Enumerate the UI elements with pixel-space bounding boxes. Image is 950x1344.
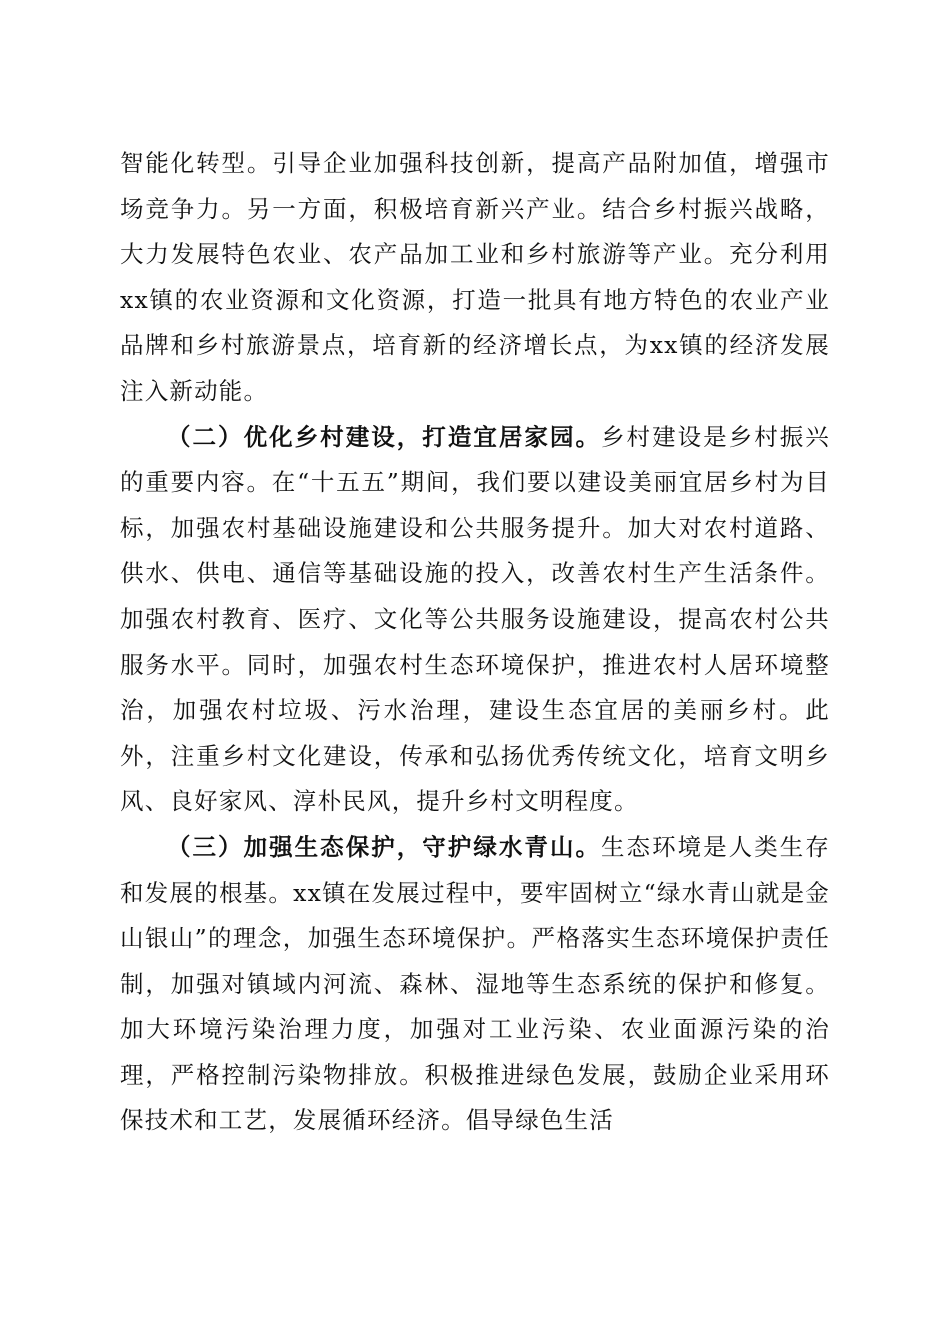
section-two-body: 乡村建设是乡村振兴的重要内容。在“十五五”期间，我们要以建设美丽宜居乡村为目标，加强农村基础设施建设和公共服务提升。加大对农村道路、供水、供电、通信等基础设施的投入，改善农村生产生活条件。加强农村教育、医疗、文化等公共服务设施建设，提高农村公共服务水平。同时，加强农村生态环境保护，推进农村人居环境整治，加强农村垃圾、污水治理，建设生态宜居的美丽乡村。此外，注重乡村文化建设，传承和弘扬优秀传统文化，培育文明乡风、良好家风、淳朴民风，提升乡村文明程度。 bbox=[120, 422, 830, 816]
document-body bbox=[120, 141, 830, 1144]
section-two-paragraph bbox=[120, 415, 830, 825]
section-three-heading: （三）加强生态保护，守护绿水青山。 bbox=[167, 832, 602, 861]
section-two-heading: （二）优化乡村建设，打造宜居家园。 bbox=[167, 422, 602, 451]
section-three-body: 生态环境是人类生存和发展的根基。xx镇在发展过程中，要牢固树立“绿水青山就是金山银山”的理念，加强生态环境保护。严格落实生态环境保护责任制，加强对镇域内河流、森林、湿地等生态系统的保护和修复。加大环境污染治理力度，加强对工业污染、农业面源污染的治理，严格控制污染物排放。积极推进绿色发展，鼓励企业采用环保技术和工艺，发展循环经济。倡导绿色生活 bbox=[120, 832, 830, 1135]
paragraph-continued: 智能化转型。引导企业加强科技创新，提高产品附加值，增强市场竞争力。另一方面，积极培育新兴产业。结合乡村振兴战略，大力发展特色农业、农产品加工业和乡村旅游等产业。充分利用xx镇的农业资源和文化资源，打造一批具有地方特色的农业产业品牌和乡村旅游景点，培育新的经济增长点，为xx镇的经济发展注入新动能。 bbox=[120, 149, 830, 405]
section-three-paragraph bbox=[120, 825, 830, 1144]
